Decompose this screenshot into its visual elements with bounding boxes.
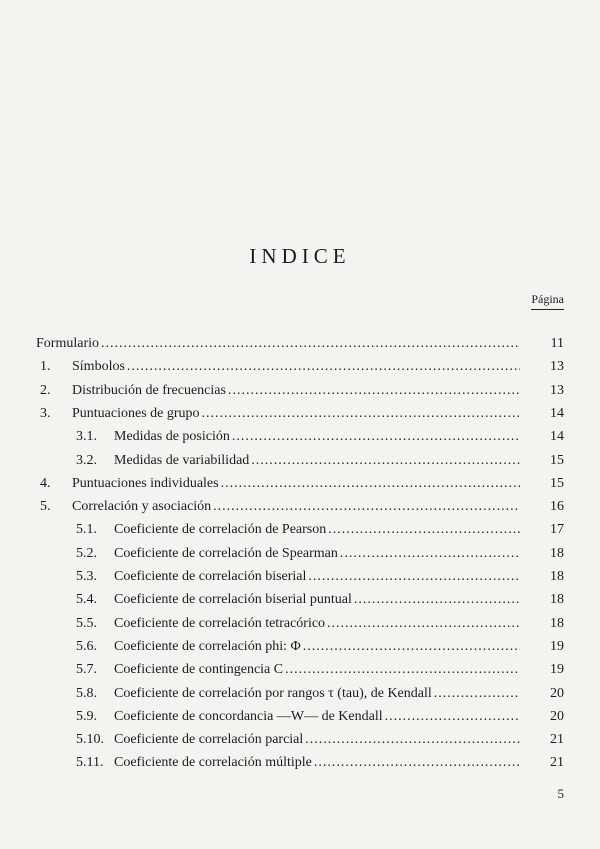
toc-entry-number: 1. — [40, 359, 51, 375]
toc-entry-number: 5.4. — [76, 592, 97, 608]
toc-entry-title — [114, 709, 520, 725]
toc-entry-page: 14 — [550, 405, 564, 421]
toc-entry-title — [114, 755, 520, 771]
toc-entry-label: Coeficiente de concordancia —W— de Kendall — [114, 708, 383, 724]
toc-entry[interactable] — [0, 567, 600, 589]
dot-leader — [434, 686, 520, 702]
dot-leader — [232, 429, 520, 445]
toc-entry[interactable] — [0, 381, 600, 403]
toc-entry-number: 5. — [40, 499, 51, 515]
toc-entry[interactable] — [0, 614, 600, 636]
toc-entry-title — [114, 616, 520, 632]
toc-entry[interactable] — [0, 707, 600, 729]
dot-leader — [328, 522, 520, 538]
dot-leader — [327, 616, 520, 632]
toc-entry-page: 19 — [550, 638, 564, 654]
dot-leader — [251, 453, 520, 469]
toc-entry[interactable] — [0, 544, 600, 566]
dot-leader — [285, 662, 520, 678]
toc-entry-label: Coeficiente de correlación parcial — [114, 732, 304, 748]
toc-entry-number: 3.2. — [76, 452, 97, 468]
page-number: 5 — [557, 786, 564, 801]
toc-entry-page: 15 — [550, 452, 564, 468]
toc-entry-title — [72, 359, 520, 375]
toc-entry-label: Correlación y asociación — [72, 499, 212, 515]
page-title: INDICE — [249, 244, 351, 268]
toc-entry-title — [114, 686, 520, 702]
toc-entry[interactable] — [0, 474, 600, 496]
dot-leader — [314, 755, 520, 771]
toc-entry[interactable] — [0, 590, 600, 612]
toc-entry-page: 18 — [550, 569, 564, 584]
toc-entry-title — [36, 336, 520, 352]
toc-entry-label: Medidas de variabilidad — [114, 452, 250, 468]
toc-entry[interactable] — [0, 753, 600, 775]
toc-entry[interactable] — [0, 334, 600, 356]
dot-leader — [385, 709, 520, 725]
page-column-label: Página — [531, 292, 564, 310]
toc-entry-title — [72, 476, 520, 492]
toc-entry-label: Puntuaciones individuales — [72, 475, 219, 491]
dot-leader — [101, 336, 520, 352]
toc-entry-number: 3. — [40, 405, 51, 421]
toc-entry-number: 4. — [40, 475, 51, 491]
toc-entry-title — [114, 453, 520, 469]
toc-entry-page: 11 — [550, 336, 564, 351]
toc-entry-number: 3.1. — [76, 429, 97, 445]
toc-entry-number: 5.2. — [76, 545, 97, 561]
toc-entry[interactable] — [0, 637, 600, 659]
toc-entry-label: Coeficiente de correlación de Pearson — [114, 522, 327, 538]
toc-entry-page: 18 — [550, 615, 564, 631]
toc-entry-label: Coeficiente de correlación de Spearman — [114, 545, 338, 561]
dot-leader — [308, 569, 520, 585]
toc-entry-title — [114, 662, 520, 678]
toc-entry[interactable] — [0, 660, 600, 682]
toc-entry[interactable] — [0, 730, 600, 752]
toc-entry-title — [114, 639, 520, 655]
toc-entry-title — [72, 383, 520, 399]
dot-leader — [303, 639, 520, 655]
toc-entry[interactable] — [0, 451, 600, 473]
toc-entry-label: Coeficiente de correlación por rangos τ (tau), de Kendall — [114, 685, 432, 701]
toc-entry[interactable] — [0, 684, 600, 706]
toc-entry-label: Coeficiente de correlación biserial — [114, 569, 307, 584]
toc-entry-label: Coeficiente de contingencia C — [114, 662, 284, 678]
toc-entry[interactable] — [0, 404, 600, 426]
toc-entry-title — [114, 429, 520, 445]
toc-entry-page: 15 — [550, 475, 564, 491]
toc-entry-number: 5.10. — [76, 732, 104, 748]
toc-entry-label: Coeficiente de correlación phi: Φ — [114, 638, 301, 654]
toc-entry-number: 5.7. — [76, 662, 97, 678]
dot-leader — [221, 476, 520, 492]
toc-entry-title — [114, 732, 520, 748]
dot-leader — [213, 499, 520, 515]
toc-entry-label: Distribución de frecuencias — [72, 382, 226, 398]
toc-entry-title — [72, 499, 520, 515]
dot-leader — [305, 732, 520, 748]
toc-entry-number: 5.1. — [76, 522, 97, 538]
toc-entry-number: 5.6. — [76, 638, 97, 654]
toc-entry-label: Puntuaciones de grupo — [72, 405, 200, 421]
toc-entry-page: 21 — [550, 732, 564, 748]
dot-leader — [127, 359, 520, 375]
dot-leader — [228, 383, 520, 399]
toc-entry[interactable] — [0, 427, 600, 449]
toc-entry-title — [72, 406, 520, 422]
toc-entry-title — [114, 569, 520, 585]
toc-entry-label: Coeficiente de correlación biserial puntual — [114, 592, 352, 608]
toc-entry-page: 17 — [550, 522, 564, 538]
dot-leader — [354, 592, 520, 608]
toc-entry-number: 5.3. — [76, 569, 97, 584]
toc-entry[interactable] — [0, 357, 600, 379]
toc-entry-page: 13 — [550, 359, 564, 375]
toc-entry-page: 21 — [550, 755, 564, 771]
toc-entry-label: Coeficiente de correlación múltiple — [114, 755, 312, 771]
toc-entry-title — [114, 592, 520, 608]
toc-entry-label: Medidas de posición — [114, 429, 230, 445]
dot-leader — [340, 546, 520, 562]
toc-entry-label: Formulario — [36, 336, 99, 351]
toc-entry-number: 5.9. — [76, 708, 97, 724]
toc-entry-number: 5.11. — [76, 755, 104, 771]
toc-entry[interactable] — [0, 520, 600, 542]
toc-entry[interactable] — [0, 497, 600, 519]
toc-entry-title — [114, 522, 520, 538]
toc-entry-label: Símbolos — [72, 359, 125, 375]
toc-entry-page: 14 — [550, 429, 564, 445]
toc-entry-page: 18 — [550, 592, 564, 608]
toc-entry-page: 16 — [550, 499, 564, 515]
toc-entry-page: 18 — [550, 545, 564, 561]
dot-leader — [202, 406, 520, 422]
toc-entry-label: Coeficiente de correlación tetracórico — [114, 615, 326, 631]
toc-entry-title — [114, 546, 520, 562]
toc-entry-number: 5.8. — [76, 685, 97, 701]
toc-entry-page: 13 — [550, 382, 564, 398]
toc-entry-number: 5.5. — [76, 615, 97, 631]
toc-entry-page: 19 — [550, 662, 564, 678]
toc-entry-number: 2. — [40, 382, 51, 398]
toc-entry-page: 20 — [550, 708, 564, 724]
toc-entry-page: 20 — [550, 685, 564, 701]
